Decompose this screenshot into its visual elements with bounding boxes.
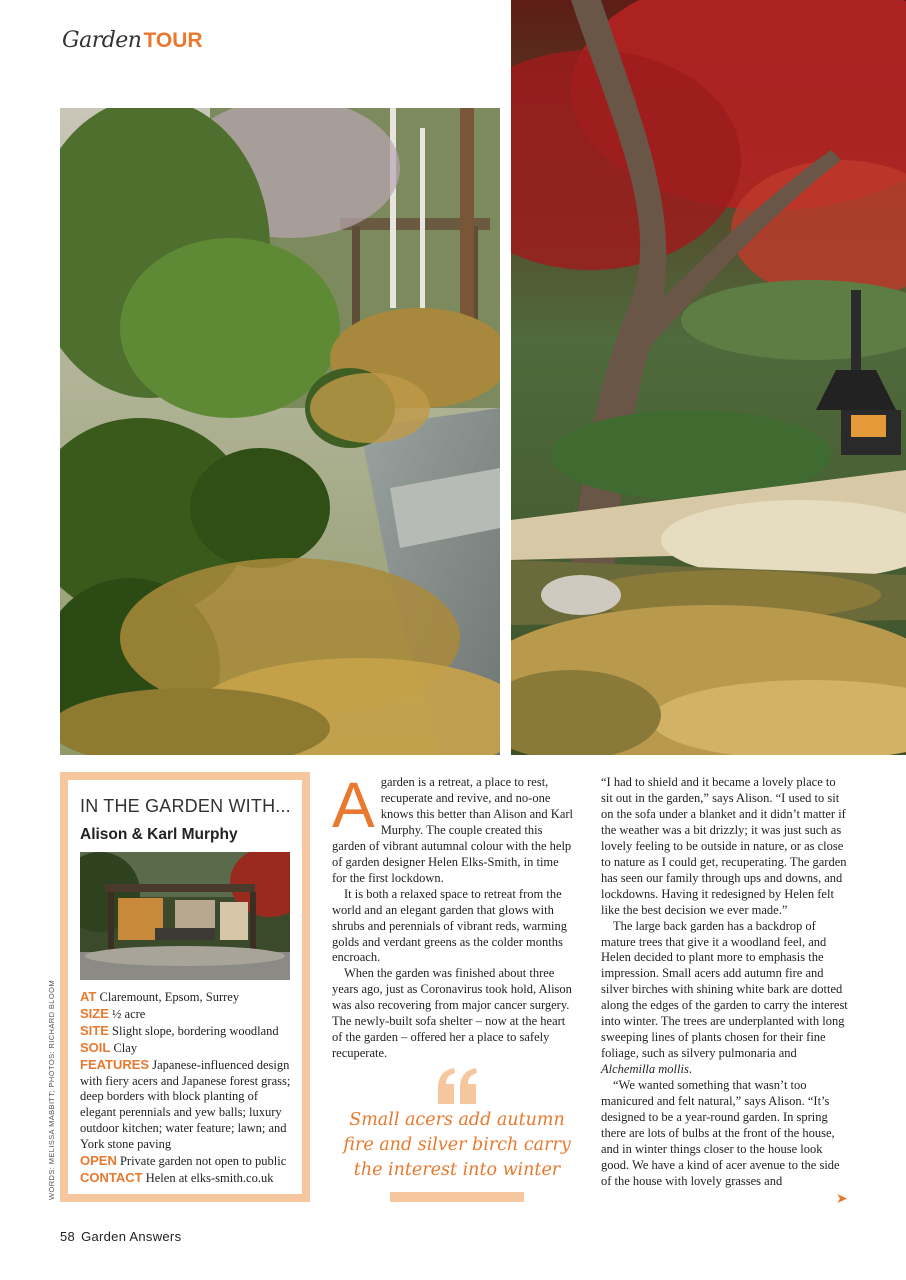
section-label-script: Garden: [62, 28, 142, 53]
fact-key: SOIL: [80, 1039, 111, 1055]
article-paragraph: “I had to shield and it became a lovely place to sit out in the garden,” says Alison. “I used to sit on the sofa under a blanket and it didn’t matter if the weather was a bit drizzly; it was just such as lovely feeling to be outside in nature, or as close to nature as I could get, recuperating. The garden has seen our family through ups and downs, and lockdowns. Having it redesigned by Helen felt like the best decision we ever made.”: [601, 775, 847, 917]
fact-open: [80, 1153, 294, 1170]
fact-value: ½ acre: [112, 1006, 146, 1021]
info-box-panel: [68, 780, 302, 1194]
section-header: [62, 28, 203, 62]
continue-arrow-icon: ➤: [836, 1191, 848, 1207]
magazine-name: Garden Answers: [81, 1229, 182, 1244]
paragraph-text: The large back garden has a backdrop of mature trees that give it a woodland feel, and Helen decided to plant more to emphasis the impression. Small acers add autumn fire and silver birches with shining white bark are dotted along the edges of the garden to carry the interest into winter. The trees are underplanted with long sweeping lines of plants chosen for their fine foliage, such as silvery pulmonaria and: [601, 918, 848, 1061]
garden-info-box: [60, 772, 310, 1202]
fact-value: Claremount, Epsom, Surrey: [99, 990, 240, 1004]
info-box-title: IN THE GARDEN WITH...: [80, 796, 291, 816]
article-paragraph: When the garden was finished about three years ago, just as Coronavirus took hold, Alison was also recovering from major cancer surgery. The newly-built sofa shelter – now at the heart of the garden – offered her a place to safely recuperate.: [332, 966, 572, 1061]
paragraph-end: .: [688, 1062, 692, 1077]
sofa-shelter-photo: [80, 852, 290, 980]
fact-value: Private garden not open to public: [119, 1154, 287, 1169]
garden-facts: [80, 989, 294, 1187]
page-footer: [60, 1229, 181, 1244]
fact-contact: [80, 1170, 294, 1187]
fact-site: [80, 1023, 294, 1040]
fact-key: OPEN: [80, 1153, 117, 1169]
pull-quote-bar: [390, 1192, 524, 1202]
article-paragraph: [601, 919, 849, 1079]
acer-pond-photo: [511, 0, 906, 755]
photo-credit: WORDS: MELISSA MABBITT; PHOTOS: RICHARD BLOOM: [47, 980, 56, 1200]
fact-key: FEATURES: [80, 1056, 150, 1072]
quote-icon: [436, 1068, 478, 1104]
fact-key: SIZE: [80, 1005, 109, 1021]
article-column-2: [601, 775, 849, 1190]
fact-features: [80, 1057, 294, 1153]
page-number: 58: [60, 1229, 76, 1244]
fact-key: CONTACT: [80, 1169, 143, 1185]
section-label-bold: TOUR: [143, 29, 203, 52]
paragraph-text: garden is a retreat, a place to rest, recuperate and revive, and no-one knows this better than Alison and Karl Murphy. The couple created this garden of vibrant autumnal colour with the help of garden designer Helen Elks-Smith, in time for the first lockdown.: [332, 775, 574, 885]
article-paragraph: [332, 769, 576, 887]
article-paragraph: “We wanted something that wasn’t too manicured and felt natural,” says Alison. “It’s designed to be a year-round garden. In spring there are lots of bulbs at the front of the house, and in winter things closer to the house look good. We have a kind of acer avenue to the side of the house with lovely grasses and: [601, 1078, 840, 1188]
drop-cap: A: [332, 769, 375, 841]
plant-name: Alchemilla mollis: [601, 1062, 689, 1077]
fact-soil: [80, 1040, 294, 1057]
pull-quote: Small acers add autumn fire and silver birch carry the interest into winter: [343, 1110, 571, 1180]
article-column-1: [332, 769, 576, 1062]
fact-key: AT: [80, 989, 97, 1004]
fact-value: Japanese-influenced design with fiery acers and Japanese forest grass; deep borders with block planting of elegant perennials and yew balls; luxury outdoor kitchen; water feature; lawn; and York stone paving: [80, 1057, 291, 1152]
owner-names: Alison & Karl Murphy: [80, 826, 238, 843]
fact-size: [80, 1006, 294, 1023]
fact-value: Slight slope, bordering woodland: [112, 1023, 279, 1038]
article-paragraph: It is both a relaxed space to retreat from the world and an elegant garden that glows with shrubs and perennials of vibrant reds, warming golds and verdant greens as the colder months encroach.: [332, 886, 568, 965]
fact-key: SITE: [80, 1022, 109, 1038]
fact-value: Helen at elks-smith.co.uk: [145, 1170, 274, 1185]
garden-path-photo: [60, 108, 500, 755]
fact-at: [80, 989, 294, 1006]
fact-value: Clay: [113, 1040, 138, 1055]
